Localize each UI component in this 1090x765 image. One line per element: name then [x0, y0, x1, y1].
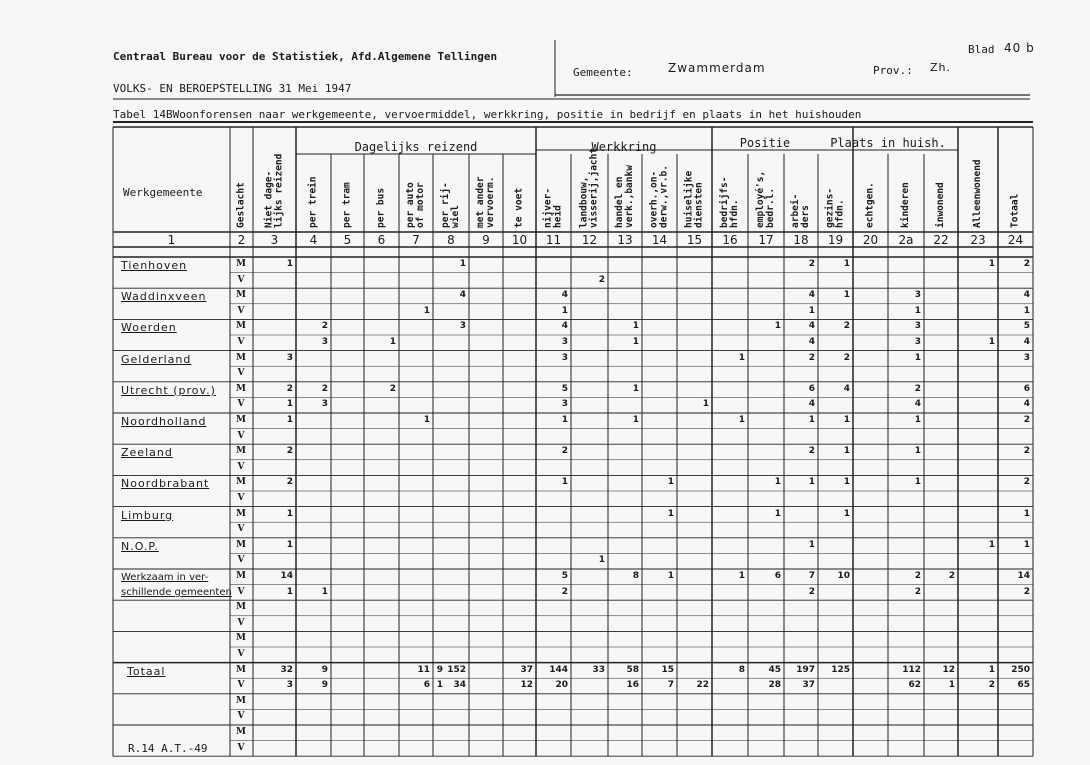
cell-value: 4 — [561, 321, 568, 332]
werkgemeente-n-o-p-: N.O.P. — [121, 539, 159, 553]
cell-value: 112 — [902, 664, 921, 675]
cell-value: 4 — [808, 321, 815, 332]
cell-value: 1 — [1023, 508, 1030, 519]
cell-value: 2 — [1023, 586, 1030, 597]
cell-value: 8 — [738, 664, 745, 675]
cell-value: 65 — [1017, 680, 1030, 691]
cell-value: 4 — [914, 399, 921, 410]
cell-value: 2 — [1023, 446, 1030, 457]
cell-value: 1 — [286, 259, 293, 269]
cell-value: 1 — [286, 539, 293, 550]
cell-value: 1 — [667, 477, 674, 488]
werkgemeente-gelderland: Gelderland — [121, 352, 192, 366]
sex-label: M — [236, 602, 246, 613]
sex-label: V — [237, 649, 245, 659]
cell-value: 20 — [555, 680, 568, 691]
sex-label: V — [237, 368, 245, 379]
cell-value: 7 — [667, 680, 674, 691]
sex-label: V — [237, 305, 245, 316]
cell-value: 2 — [321, 383, 328, 394]
cell-value: 3 — [561, 399, 568, 410]
cell-value: 2 — [988, 680, 995, 691]
cell-value: 2 — [1023, 477, 1030, 488]
cell-value: 12 — [520, 680, 533, 691]
cell-value: 1 — [948, 680, 955, 691]
column-header-5: per tram — [341, 182, 353, 228]
cell-value: 37 — [802, 680, 815, 691]
cell-value: 3 — [561, 337, 568, 347]
sex-label: V — [237, 617, 245, 628]
cell-value: 1 — [843, 415, 850, 425]
cell-value: 2 — [286, 446, 293, 457]
cell-value: 1 — [843, 259, 850, 269]
cell-value: 144 — [549, 664, 568, 675]
sex-label: M — [236, 633, 246, 644]
group-werkkring: Werkkring — [591, 140, 657, 154]
werkgemeente-werkzaam-in-ver-schillende-gemeenten: Werkzaam in ver- schillende gemeenten — [121, 572, 232, 598]
cell-value: 1 — [843, 508, 850, 519]
cell-value: 2 — [286, 477, 293, 488]
cell-value: 2 — [1023, 415, 1030, 425]
cell-value: 1 — [632, 415, 639, 425]
cell-value: 9 — [436, 664, 443, 675]
cell-value: 1 — [286, 399, 293, 410]
cell-value: 4 — [1023, 337, 1030, 347]
cell-value: 2 — [914, 571, 921, 581]
bureau-title: Centraal Bureau voor de Statistiek, Afd.Algemene Tellingen — [113, 50, 498, 63]
cell-value: 9 — [321, 680, 328, 691]
cell-value: 1 — [632, 321, 639, 332]
cell-value: 1 — [632, 383, 639, 394]
cell-value: 1 — [808, 305, 815, 316]
column-number: 12 — [581, 233, 598, 247]
cell-value: 5 — [1023, 321, 1030, 332]
column-header-18: arbei- ders — [790, 193, 811, 228]
sex-label: M — [236, 508, 246, 519]
column-number: 23 — [970, 233, 986, 247]
cell-value: 15 — [661, 664, 674, 675]
cell-value: 22 — [696, 680, 709, 691]
cell-value: 1 — [914, 446, 921, 457]
cell-value: 7 — [808, 571, 815, 581]
column-header-2: Geslacht — [235, 182, 247, 228]
sex-label: V — [237, 430, 245, 441]
cell-value: 3 — [321, 399, 328, 410]
werkgemeente-zeeland: Zeeland — [121, 446, 173, 460]
cell-value: 2 — [808, 352, 815, 363]
cell-value: 2 — [914, 586, 921, 597]
column-number: 20 — [862, 233, 879, 247]
column-header-16: bedrijfs- hfdn. — [719, 176, 740, 228]
cell-value: 12 — [942, 664, 955, 675]
sex-label: M — [236, 727, 246, 737]
cell-value: 1 — [667, 571, 674, 581]
column-number: 5 — [343, 233, 352, 247]
werkgemeente-header: Werkgemeente — [123, 186, 203, 199]
cell-value: 1 — [988, 337, 995, 347]
column-number: 3 — [270, 233, 279, 247]
cell-value: 1 — [914, 477, 921, 488]
cell-value: 5 — [561, 571, 568, 581]
cell-value: 4 — [1023, 399, 1030, 410]
gemeente-value: Zwammerdam — [668, 61, 766, 75]
cell-value: 3 — [914, 290, 921, 301]
cell-value: 2 — [286, 383, 293, 394]
sex-label: V — [237, 493, 245, 503]
cell-value: 3 — [914, 337, 921, 347]
column-number: 15 — [686, 233, 703, 247]
column-number: 19 — [827, 233, 844, 247]
column-header-8: per rij- wiel — [440, 182, 461, 228]
column-header-19: gezins- hfdn. — [824, 187, 846, 228]
cell-value: 37 — [520, 664, 533, 675]
cell-value: 6 — [808, 383, 815, 394]
cell-value: 16 — [626, 680, 639, 691]
column-header-6: per bus — [375, 187, 387, 228]
column-number: 6 — [377, 233, 386, 247]
column-header-4: per trein — [307, 176, 319, 228]
column-header-14: overh.,on- derw.,vr.b. — [648, 165, 670, 228]
cell-value: 45 — [768, 664, 781, 675]
column-number: 1 — [167, 233, 176, 247]
cell-value: 2 — [598, 274, 605, 285]
cell-value: 14 — [280, 571, 293, 581]
cell-value: 1 — [561, 415, 568, 425]
group-dagelijks: Dagelijks reizend — [354, 140, 478, 154]
cell-value: 1 — [808, 539, 815, 550]
prov-label: Prov.: — [873, 64, 913, 77]
sex-label: M — [236, 446, 246, 457]
sex-label: M — [236, 259, 246, 269]
cell-value: 3 — [286, 680, 293, 691]
werkgemeente-noordbrabant: Noordbrabant — [121, 477, 210, 491]
werkgemeente-noordholland: Noordholland — [121, 415, 207, 428]
cell-value: 14 — [1017, 571, 1030, 581]
cell-value: 3 — [914, 321, 921, 332]
cell-value: 10 — [837, 571, 850, 581]
sex-label: M — [236, 290, 246, 301]
cell-value: 9 — [321, 664, 328, 675]
cell-value: 6 — [423, 680, 430, 691]
cell-value: 1 — [738, 415, 745, 425]
cell-value: 4 — [1023, 290, 1030, 301]
sex-label: M — [236, 695, 246, 706]
sex-label: M — [236, 664, 246, 675]
cell-value: 3 — [286, 352, 293, 363]
cell-value: 6 — [1023, 383, 1030, 394]
werkgemeente-waddinxveen: Waddinxveen — [121, 290, 207, 304]
column-number: 4 — [309, 233, 318, 247]
cell-value: 4 — [808, 337, 815, 347]
cell-value: 1 — [738, 571, 745, 581]
cell-value: 1 — [843, 290, 850, 301]
prov-value: Zh. — [930, 61, 952, 74]
cell-value: 250 — [1011, 664, 1030, 675]
column-header-22: inwonend — [935, 182, 946, 228]
sex-label: V — [237, 461, 245, 472]
cell-value: 2 — [321, 321, 328, 332]
cell-value: 2 — [561, 586, 568, 597]
column-number: 2 — [237, 233, 246, 247]
cell-value: 6 — [774, 571, 781, 581]
column-header-12: landbouw, visserij,jacht — [578, 147, 600, 228]
column-number: 14 — [651, 233, 668, 247]
cell-value: 4 — [808, 290, 815, 301]
sex-label: V — [237, 680, 245, 691]
cell-value: 1 — [843, 477, 850, 488]
column-header-9: met ander vervoerm. — [475, 176, 496, 228]
column-header-3: Niet dage- lijks reizend — [263, 153, 285, 228]
cell-value: 8 — [632, 571, 639, 581]
cell-value: 34 — [453, 680, 466, 691]
sex-label: V — [237, 711, 245, 722]
sex-label: M — [236, 321, 246, 332]
cell-value: 1 — [598, 555, 605, 566]
sheet-label: Blad — [968, 43, 995, 56]
cell-value: 1 — [774, 321, 781, 332]
column-number: 9 — [482, 233, 490, 247]
table-title: Tabel 14BWoonforensen naar werkgemeente, vervoermiddel, werkkring, positie in bedrijf en plaats in het huishouden — [113, 108, 862, 121]
cell-value: 1 — [667, 508, 674, 519]
cell-value: 2 — [389, 383, 396, 394]
cell-value: 11 — [417, 664, 430, 675]
column-header-20: echtgen. — [864, 182, 876, 228]
column-header-13: handel en verk.,bankw — [614, 165, 635, 228]
cell-value: 2 — [1023, 259, 1030, 269]
cell-value: 28 — [768, 680, 781, 691]
column-number: 7 — [412, 233, 420, 247]
sex-label: V — [237, 524, 245, 535]
cell-value: 197 — [796, 664, 815, 675]
group-positie: Positie — [739, 136, 791, 150]
cell-value: 4 — [459, 290, 466, 301]
column-number: 24 — [1007, 233, 1024, 247]
cell-value: 1 — [808, 477, 815, 488]
sex-label: M — [236, 415, 246, 425]
cell-value: 1 — [914, 415, 921, 425]
column-number: 22 — [933, 233, 949, 247]
column-header-10: te voet — [513, 187, 525, 228]
sheet-value: 40 b — [1004, 41, 1035, 55]
column-header-24: Totaal — [1009, 193, 1021, 228]
form-code: R.14 A.T.-49 — [128, 742, 208, 755]
column-header-15: huiselijke diensten — [683, 170, 705, 228]
cell-value: 1 — [423, 415, 430, 425]
cell-value: 1 — [843, 446, 850, 457]
sex-label: M — [236, 539, 246, 550]
column-number: 13 — [617, 233, 633, 247]
sex-label: V — [237, 337, 245, 347]
cell-value: 1 — [1023, 305, 1030, 316]
cell-value: 3 — [1023, 352, 1030, 363]
sex-label: M — [236, 477, 246, 488]
cell-value: 2 — [808, 446, 815, 457]
cell-value: 58 — [626, 664, 639, 675]
sex-label: M — [236, 383, 246, 394]
werkgemeente-woerden: Woerden — [121, 321, 177, 335]
column-number: 17 — [758, 233, 774, 247]
cell-value: 3 — [321, 337, 328, 347]
cell-value: 1 — [774, 508, 781, 519]
sex-label: M — [236, 352, 246, 363]
cell-value: 1 — [914, 305, 921, 316]
cell-value: 2 — [808, 586, 815, 597]
column-header-23: Alleenwonend — [972, 159, 983, 228]
cell-value: 152 — [447, 664, 466, 675]
column-number: 8 — [447, 233, 455, 247]
cell-value: 4 — [808, 399, 815, 410]
cell-value: 2 — [948, 571, 955, 581]
werkgemeente-utrecht-prov-: Utrecht (prov.) — [121, 383, 216, 397]
cell-value: 5 — [561, 383, 568, 394]
cell-value: 1 — [702, 399, 709, 410]
cell-value: 1 — [1023, 539, 1030, 550]
cell-value: 1 — [436, 680, 443, 691]
column-header-11: nijver- heid — [542, 187, 564, 228]
cell-value: 1 — [808, 415, 815, 425]
cell-value: 2 — [843, 352, 850, 363]
cell-value: 4 — [843, 383, 850, 394]
cell-value: 2 — [843, 321, 850, 332]
cell-value: 1 — [988, 259, 995, 269]
cell-value: 1 — [423, 305, 430, 316]
group-plaats: Plaats in huish. — [830, 136, 946, 150]
column-number: 16 — [722, 233, 738, 247]
cell-value: 32 — [280, 664, 293, 675]
column-header-17: employé's, bedr.l. — [755, 170, 776, 228]
cell-value: 1 — [286, 508, 293, 519]
cell-value: 1 — [914, 352, 921, 363]
cell-value: 1 — [561, 477, 568, 488]
cell-value: 1 — [632, 337, 639, 347]
totaal-label: Totaal — [127, 664, 166, 678]
sex-label: V — [237, 586, 245, 597]
cell-value: 1 — [774, 477, 781, 488]
sex-label: V — [237, 399, 245, 410]
cell-value: 1 — [389, 337, 396, 347]
cell-value: 125 — [831, 664, 850, 675]
column-number: 18 — [793, 233, 809, 247]
cell-value: 62 — [908, 680, 921, 691]
cell-value: 2 — [561, 446, 568, 457]
sex-label: V — [237, 742, 245, 753]
sex-label: M — [236, 571, 246, 581]
cell-value: 33 — [592, 664, 605, 675]
cell-value: 1 — [988, 664, 995, 675]
cell-value: 1 — [988, 539, 995, 550]
werkgemeente-tienhoven: Tienhoven — [121, 259, 188, 272]
cell-value: 1 — [286, 415, 293, 425]
cell-value: 2 — [808, 259, 815, 269]
column-header-7: per auto of motor — [405, 182, 426, 228]
census-title: VOLKS- EN BEROEPSTELLING 31 Mei 1947 — [113, 82, 352, 95]
column-number: 2a — [898, 233, 914, 247]
column-number: 11 — [545, 233, 562, 247]
cell-value: 3 — [561, 352, 568, 363]
column-number: 10 — [511, 233, 528, 247]
column-header-21: kinderen — [900, 182, 911, 228]
cell-value: 1 — [286, 586, 293, 597]
werkgemeente-limburg: Limburg — [121, 508, 174, 522]
gemeente-label: Gemeente: — [573, 66, 633, 79]
cell-value: 1 — [321, 586, 328, 597]
cell-value: 1 — [459, 259, 466, 269]
sex-label: V — [237, 274, 245, 285]
cell-value: 3 — [459, 321, 466, 332]
cell-value: 4 — [561, 290, 568, 301]
cell-value: 1 — [561, 305, 568, 316]
cell-value: 1 — [738, 352, 745, 363]
sex-label: V — [237, 555, 245, 566]
cell-value: 2 — [914, 383, 921, 394]
